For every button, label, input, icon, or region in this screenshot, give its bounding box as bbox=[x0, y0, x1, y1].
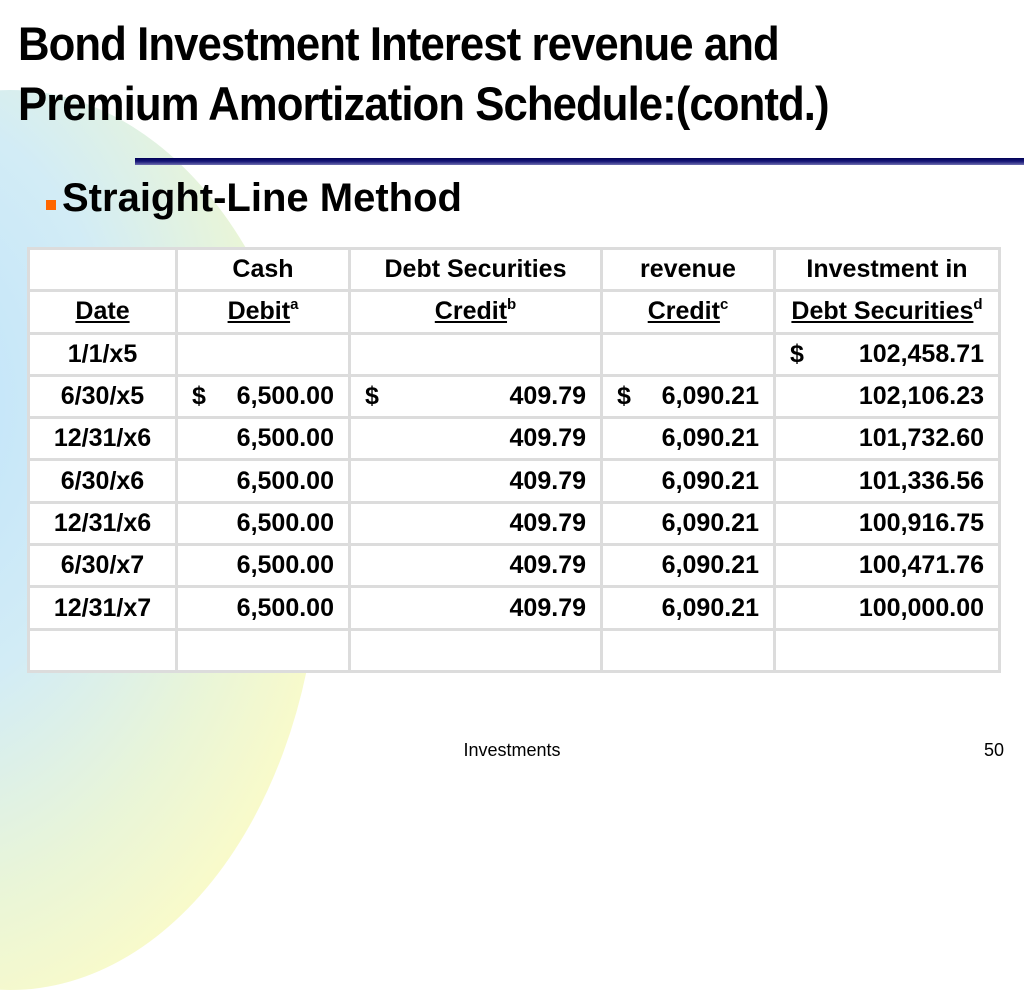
investment-balance-cell bbox=[776, 504, 998, 543]
amount-value: 6,500.00 bbox=[236, 551, 334, 580]
amount-value: 409.79 bbox=[509, 551, 586, 580]
table-row bbox=[30, 377, 998, 416]
revenue-credit-cell bbox=[603, 335, 773, 374]
cash-debit-cell bbox=[178, 335, 348, 374]
debt-credit-cell bbox=[351, 504, 600, 543]
date-cell: 1/1/x5 bbox=[30, 335, 175, 374]
debt-credit-cell bbox=[351, 461, 600, 500]
amount-value: 409.79 bbox=[509, 508, 586, 537]
slide-subtitle: Straight-Line Method bbox=[62, 176, 462, 220]
slide-title bbox=[18, 14, 829, 134]
cash-debit-cell bbox=[178, 504, 348, 543]
cash-debit-cell bbox=[178, 631, 348, 670]
header-label: Debt Securities bbox=[791, 297, 974, 326]
header-cell bbox=[30, 250, 175, 289]
revenue-credit-cell bbox=[603, 546, 773, 585]
amount-value: 409.79 bbox=[509, 382, 586, 411]
header-cell-revenue-credit bbox=[603, 292, 773, 331]
table-row bbox=[30, 461, 998, 500]
amount-value: 6,090.21 bbox=[661, 508, 759, 537]
amount-value: 6,500.00 bbox=[236, 466, 334, 495]
date-cell: 12/31/x7 bbox=[30, 588, 175, 627]
amount-value: 100,471.76 bbox=[858, 551, 984, 580]
currency-symbol: $ bbox=[365, 382, 379, 411]
table-header-row bbox=[30, 250, 998, 289]
amount-value: 6,500.00 bbox=[236, 424, 334, 453]
table-row bbox=[30, 504, 998, 543]
header-footnote: d bbox=[973, 296, 983, 314]
revenue-credit-cell bbox=[603, 588, 773, 627]
header-cell-investment bbox=[776, 292, 998, 331]
investment-balance-cell bbox=[776, 588, 998, 627]
revenue-credit-cell bbox=[603, 504, 773, 543]
currency-symbol: $ bbox=[192, 382, 206, 411]
investment-balance-cell bbox=[776, 419, 998, 458]
amount-value: 6,090.21 bbox=[661, 593, 759, 622]
amount-value: 6,090.21 bbox=[661, 382, 759, 411]
amount-value: 101,732.60 bbox=[858, 424, 984, 453]
table-row bbox=[30, 546, 998, 585]
revenue-credit-cell bbox=[603, 631, 773, 670]
revenue-credit-cell bbox=[603, 419, 773, 458]
revenue-credit-cell bbox=[603, 377, 773, 416]
debt-credit-cell bbox=[351, 546, 600, 585]
table-header-row bbox=[30, 292, 998, 331]
amortization-table bbox=[27, 247, 1001, 673]
debt-credit-cell bbox=[351, 588, 600, 627]
header-cell: Cash bbox=[178, 250, 348, 289]
header-footnote: c bbox=[719, 296, 729, 314]
amount-value: 102,106.23 bbox=[858, 382, 984, 411]
header-footnote: a bbox=[290, 296, 299, 314]
header-cell: revenue bbox=[603, 250, 773, 289]
header-cell-cash-debit bbox=[178, 292, 348, 331]
currency-symbol: $ bbox=[617, 382, 631, 411]
amount-value: 100,000.00 bbox=[858, 593, 984, 622]
amount-value: 6,500.00 bbox=[236, 508, 334, 537]
cash-debit-cell bbox=[178, 546, 348, 585]
date-cell: 6/30/x5 bbox=[30, 377, 175, 416]
table-row bbox=[30, 335, 998, 374]
amount-value: 409.79 bbox=[509, 593, 586, 622]
date-cell: 6/30/x6 bbox=[30, 461, 175, 500]
header-footnote: b bbox=[507, 296, 517, 314]
cash-debit-cell bbox=[178, 377, 348, 416]
date-cell bbox=[30, 631, 175, 670]
date-cell: 12/31/x6 bbox=[30, 504, 175, 543]
header-cell-debt-credit bbox=[351, 292, 600, 331]
investment-balance-cell bbox=[776, 546, 998, 585]
debt-credit-cell bbox=[351, 377, 600, 416]
table-row bbox=[30, 588, 998, 627]
table-row bbox=[30, 631, 998, 670]
revenue-credit-cell bbox=[603, 461, 773, 500]
header-cell: Debt Securities bbox=[351, 250, 600, 289]
header-label: Debit bbox=[227, 297, 291, 326]
table-row bbox=[30, 419, 998, 458]
date-cell: 6/30/x7 bbox=[30, 546, 175, 585]
date-cell: 12/31/x6 bbox=[30, 419, 175, 458]
cash-debit-cell bbox=[178, 419, 348, 458]
header-cell: Investment in bbox=[776, 250, 998, 289]
amount-value: 409.79 bbox=[509, 424, 586, 453]
amount-value: 101,336.56 bbox=[858, 466, 984, 495]
header-label: Credit bbox=[434, 297, 508, 326]
investment-balance-cell bbox=[776, 461, 998, 500]
header-cell-date bbox=[30, 292, 175, 331]
debt-credit-cell bbox=[351, 631, 600, 670]
amount-value: 6,090.21 bbox=[661, 424, 759, 453]
header-label: Credit bbox=[647, 297, 720, 326]
investment-balance-cell bbox=[776, 335, 998, 374]
debt-credit-cell bbox=[351, 335, 600, 374]
investment-balance-cell bbox=[776, 631, 998, 670]
amount-value: 100,916.75 bbox=[858, 508, 984, 537]
amount-value: 6,500.00 bbox=[236, 593, 334, 622]
amount-value: 6,090.21 bbox=[661, 551, 759, 580]
currency-symbol: $ bbox=[790, 339, 804, 368]
cash-debit-cell bbox=[178, 461, 348, 500]
amount-value: 6,090.21 bbox=[661, 466, 759, 495]
header-label: Date bbox=[75, 297, 130, 326]
amount-value: 409.79 bbox=[509, 466, 586, 495]
footer-label: Investments bbox=[463, 740, 561, 760]
slide-title-line-1: Bond Investment Interest revenue and bbox=[18, 17, 779, 70]
investment-balance-cell bbox=[776, 377, 998, 416]
cash-debit-cell bbox=[178, 588, 348, 627]
title-divider bbox=[135, 158, 1024, 165]
slide-title-line-2: Premium Amortization Schedule:(contd.) bbox=[18, 77, 829, 130]
debt-credit-cell bbox=[351, 419, 600, 458]
page-number: 50 bbox=[983, 740, 1004, 760]
amount-value: 6,500.00 bbox=[236, 382, 334, 411]
amount-value: 102,458.71 bbox=[858, 339, 984, 368]
